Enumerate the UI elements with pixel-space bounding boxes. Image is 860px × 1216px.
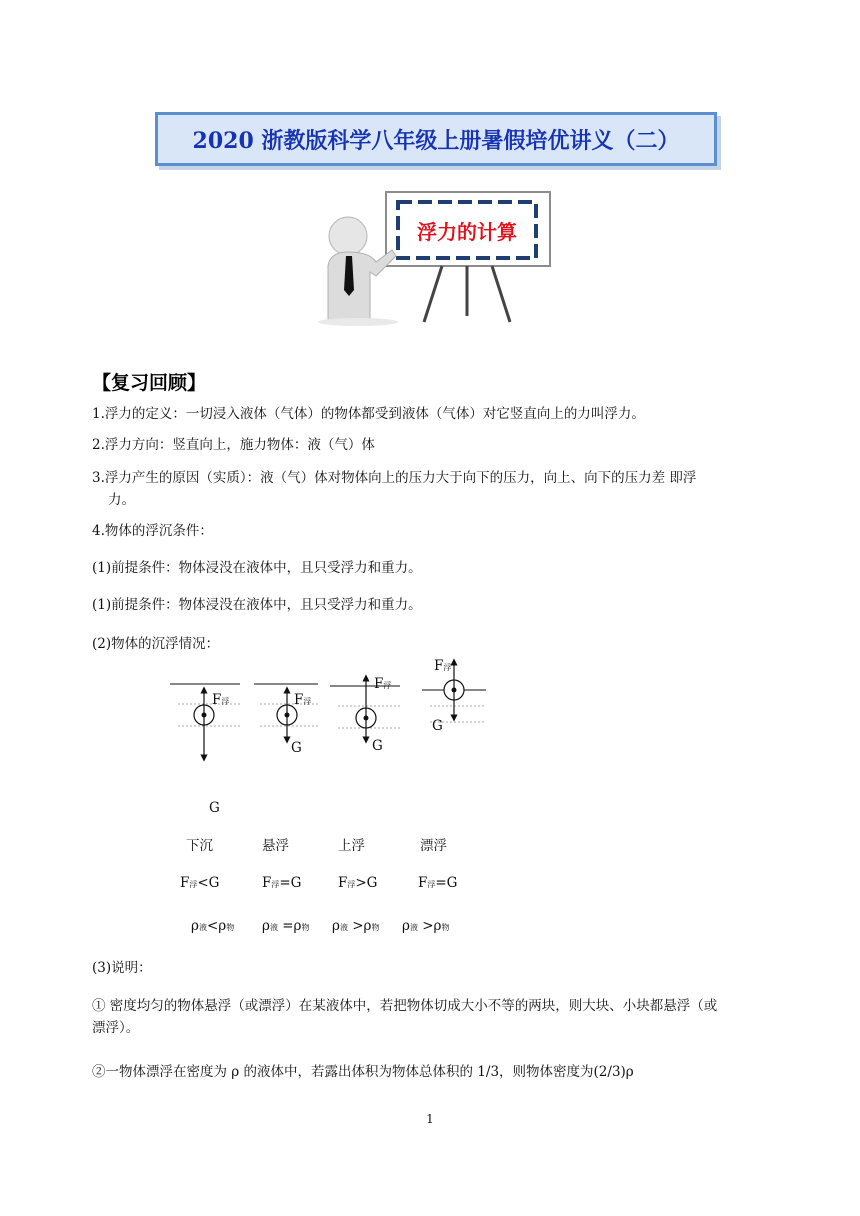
direction-line: 2.浮力方向：竖直向上，施力物体：液（气）体 <box>92 437 375 453</box>
density-relation-floating: ρ液 >ρ物 <box>402 918 450 934</box>
state-rising: 上浮 <box>338 838 365 854</box>
floating-gravity-label: G <box>432 718 443 734</box>
sinking-gravity-label: G <box>209 800 220 816</box>
floating-diagram <box>422 662 486 722</box>
density-relation-rising: ρ液 >ρ物 <box>332 918 380 934</box>
page-number: 1 <box>426 1112 434 1126</box>
state-suspended: 悬浮 <box>262 838 289 854</box>
rising-gravity-label: G <box>372 738 383 754</box>
board-label: 浮力的计算 <box>417 219 517 244</box>
note-1-line-1: ① 密度均匀的物体悬浮（或漂浮）在某液体中，若把物体切成大小不等的两块，则大块、小块都悬浮（或 <box>92 998 718 1014</box>
note-1 <box>92 995 792 1039</box>
state-sinking: 下沉 <box>186 838 213 854</box>
notes-heading: (3)说明： <box>92 960 152 976</box>
suspended-buoyancy-label: F浮 <box>294 692 312 708</box>
cause-line-continued: 力。 <box>108 492 135 508</box>
definition-line: 1.浮力的定义：一切浸入液体（气体）的物体都受到液体（气体）对它竖直向上的力叫浮力。 <box>92 406 645 422</box>
note-1-line-2: 漂浮）。 <box>92 1020 140 1036</box>
premise-line: (1)前提条件：物体浸没在液体中，且只受浮力和重力。 <box>92 560 422 576</box>
suspended-gravity-label: G <box>291 740 302 756</box>
page-title: 2020 浙教版科学八年级上册暑假培优讲义（二） <box>192 127 680 154</box>
note-2: ②一物体漂浮在密度为 ρ 的液体中，若露出体积为物体总体积的 1/3，则物体密度为(2/3)ρ <box>92 1064 634 1080</box>
force-relation-suspended: F浮=G <box>262 875 302 891</box>
density-relation-sinking: ρ液<ρ物 <box>191 918 235 934</box>
floating-buoyancy-label: F浮 <box>434 658 452 674</box>
sinking-buoyancy-label: F浮 <box>212 692 230 708</box>
force-relation-floating: F浮=G <box>418 875 458 891</box>
state-floating: 漂浮 <box>420 838 447 854</box>
premise-line-repeat: (1)前提条件：物体浸没在液体中，且只受浮力和重力。 <box>92 597 422 613</box>
force-relation-sinking: F浮<G <box>180 875 220 891</box>
cause-line: 3.浮力产生的原因（实质）：液（气）体对物体向上的压力大于向下的压力，向上、向下的压力差 即浮 <box>92 470 697 486</box>
sinking-diagram <box>170 684 240 758</box>
conditions-line: 4.物体的浮沉条件： <box>92 523 213 539</box>
rising-buoyancy-label: F浮 <box>374 676 392 692</box>
density-relation-suspended: ρ液 =ρ物 <box>262 918 310 934</box>
title-banner <box>155 112 717 166</box>
force-relation-rising: F浮>G <box>338 875 378 891</box>
states-heading: (2)物体的沉浮情况： <box>92 636 220 652</box>
section-heading: 【复习回顾】 <box>92 372 207 394</box>
